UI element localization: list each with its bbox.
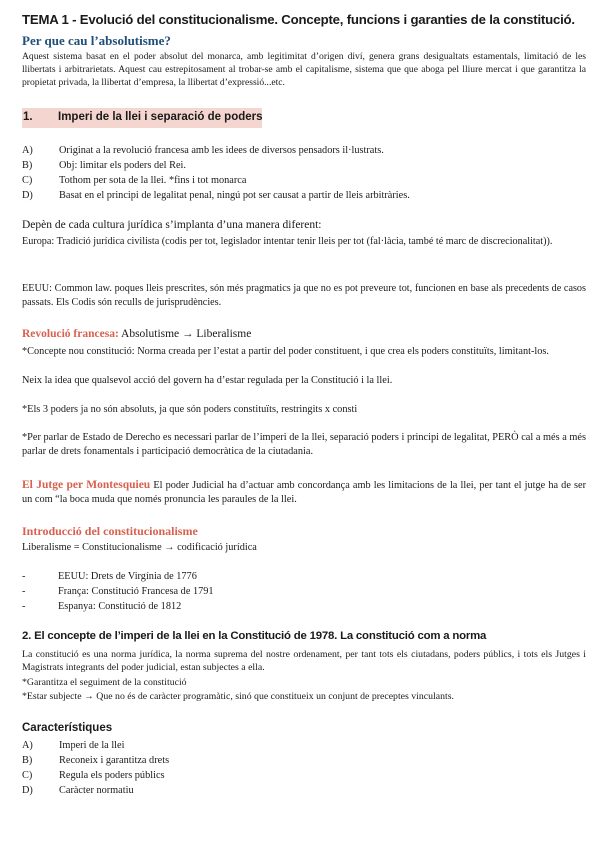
revolucio-heading xyxy=(22,327,586,342)
jutge-label: El Jutge per Montesquieu xyxy=(22,479,151,491)
revolucio-neix: Neix la idea que qualsevol acció del govern ha d’estar regulada per la Constitució i la llei. xyxy=(22,375,393,386)
introduccio-heading: Introducció del constitucionalisme xyxy=(22,524,198,538)
revolucio-label-rest: Absolutisme → Liberalisme xyxy=(118,328,252,340)
caracteristiques-heading: Característiques xyxy=(22,722,113,734)
section2-subjecte: *Estar subjecte → Que no és de caràcter programàtic, sinó que constitueix un conjunt de preceptes vinculants. xyxy=(22,691,455,702)
section2-paragraph: La constitució es una norma jurídica, la norma suprema del nostre ordenament, per tant tots els ciutadans, poders públics, i tots els Jutges i Magistrats integrants del poder judicial, estan subjectes a ella. xyxy=(22,649,586,673)
cultura-intro: Depèn de cada cultura jurídica s’implanta d’una manera diferent: xyxy=(22,219,322,231)
document-title: TEMA 1 - Evolució del constitucionalisme. Concepte, funcions i garanties de la constitució. xyxy=(22,12,575,27)
section1-title: Imperi de la llei i separació de poders xyxy=(58,111,263,123)
revolucio-estado: *Per parlar de Estado de Derecho es necessari parlar de l’imperi de la llei, separació poders i principi de legalitat, PERÒ cal a més a més parlar de drets fonamentals i participació democràtica de la ciutadania. xyxy=(22,432,586,457)
revolucio-concepte: *Concepte nou constitució: Norma creada per l’estat a partir del poder constituent, i que crea els poders constituïts, limitant-los. xyxy=(22,346,549,357)
document-page: TEMA 1 - Evolució del constitucionalisme. Concepte, funcions i garanties de la constitució. Per que cau l’absolutisme? Aquest sistema basat en el poder absolut del monarca, amb legitimitat d’origen diví, genera grans desigualtats estamentals, limitació de les llibertats i arbitrarietats. Aquest cau estrepitosament al trobar-se amb el capitalisme, sistema que que aboga pel lliure mercat i que garantitza la propietat privada, la llibertat d’empresa, la llibertat d’expressió...etc. 1. Imperi de la llei i separació de poders A) Originat a la revolució francesa amb les idees de diversos pensadors il·lustrats. B) Obj: limitar els poders del Rei. C) Tothom per sota de la llei. *fins i tot monarca D) Basat en el principi de legalitat penal, ningú pot ser causat a partir de lleis arbitràries. Depèn de cada cultura jurídica s’implanta d’una manera diferent: Europa: Tradició jurídica civilista (codis per tot, legislador intentar tenir lleis per tot (fal·làcia, també té marc de discrecionalitat)). EEUU: Common law. poques lleis prescrites, són més pragmatics ja que no es pot preveure tot, funcionen en base als precedents de casos passats. Els Codis són reculls de jurisprudències. Revolució francesa: Absolutisme → Liberalisme *Concepte nou constitució: Norma creada per l’estat a partir del poder constituent, i que crea els poders constituïts, limitant-los. Neix la idea que qualsevol acció del govern ha d’estar regulada per la Constitució i la llei. *Els 3 poders ja no són absoluts, ja que són poders constituïts, restringits x consti *Per parlar de Estado de Derecho es necessari parlar de l’imperi de la llei, separació poders i principi de legalitat, PERÒ cal a més a més parlar de drets fonamentals i participació democràtica de la ciutadania. El Jutge per Montesquieu El poder Judicial ha d’actuar amb concordança amb les limitacions de la llei, per tant el jutge ha de ser un com “la boca muda que només pronuncia les paraules de la llei. Introducció del constitucionalisme Liberalisme = Constitucionalisme → codificació jurídica - EEUU: Drets de Virgínia de 1776 - França: Constitució Francesa de 1791 - Espanya: Constitució de 1812 2. El concepte de l’imperi de la llei en la Constitució de 1978. La constitució com a norma La constitució es una norma jurídica, la norma suprema del nostre ordenament, per tant tots els ciutadans, poders públics, i tots els Jutges i Magistrats integrants del poder judicial, estan subjectes a ella. *Garantitza el seguiment de la constitució *Estar subjecte → Que no és de caràcter programàtic, sinó que constitueix un conjunt de preceptes vinculants. Característiques A) Imperi de la llei B) Reconeix i garantitza drets C) Regula els poders públics D) Caràcter normatiu xyxy=(22,12,586,796)
revolucio-poders: *Els 3 poders ja no són absoluts, ja que són poders constituïts, restringits x consti xyxy=(22,404,358,415)
jutge-text: El poder Judicial ha d’actuar amb concordança amb les limitacions de la llei, per tant el jutge ha de ser un com “la boca muda que només pronuncia les paraules de la llei. xyxy=(22,480,586,505)
section1-number: 1. xyxy=(23,111,33,123)
absolutisme-paragraph: Aquest sistema basat en el poder absolut del monarca, amb legitimitat d’origen diví, genera grans desigualtats estamentals, limitació de les llibertats i arbitrarietats. Aquest cau estrepitosament al trobar-se amb el capitalisme, sistema que que aboga pel lliure mercat i que garantitza la propietat privada, la llibertat d’empresa, la llibertat d’expressió...etc. xyxy=(22,51,586,88)
jutge-paragraph xyxy=(22,478,586,507)
cultura-eeuu: EEUU: Common law. poques lleis prescrites, són més pragmatics ja que no es pot preveure tot, funcionen en base als precedents de casos passats. Els Codis són reculls de jurisprudències. xyxy=(22,283,586,308)
cultura-europa: Europa: Tradició jurídica civilista (codis per tot, legislador intentar tenir lleis per tot (fal·làcia, també té marc de discrecionalitat)). xyxy=(22,236,553,247)
absolutisme-heading: Per que cau l’absolutisme? xyxy=(22,33,171,48)
section2-garantitza: *Garantitza el seguiment de la constitució xyxy=(22,677,187,688)
section2-title: 2. El concepte de l’imperi de la llei en la Constitució de 1978. La constitució com a norma xyxy=(22,630,487,642)
revolucio-label: Revolució francesa: xyxy=(22,328,119,340)
introduccio-formula: Liberalisme = Constitucionalisme → codificació jurídica xyxy=(22,542,257,553)
